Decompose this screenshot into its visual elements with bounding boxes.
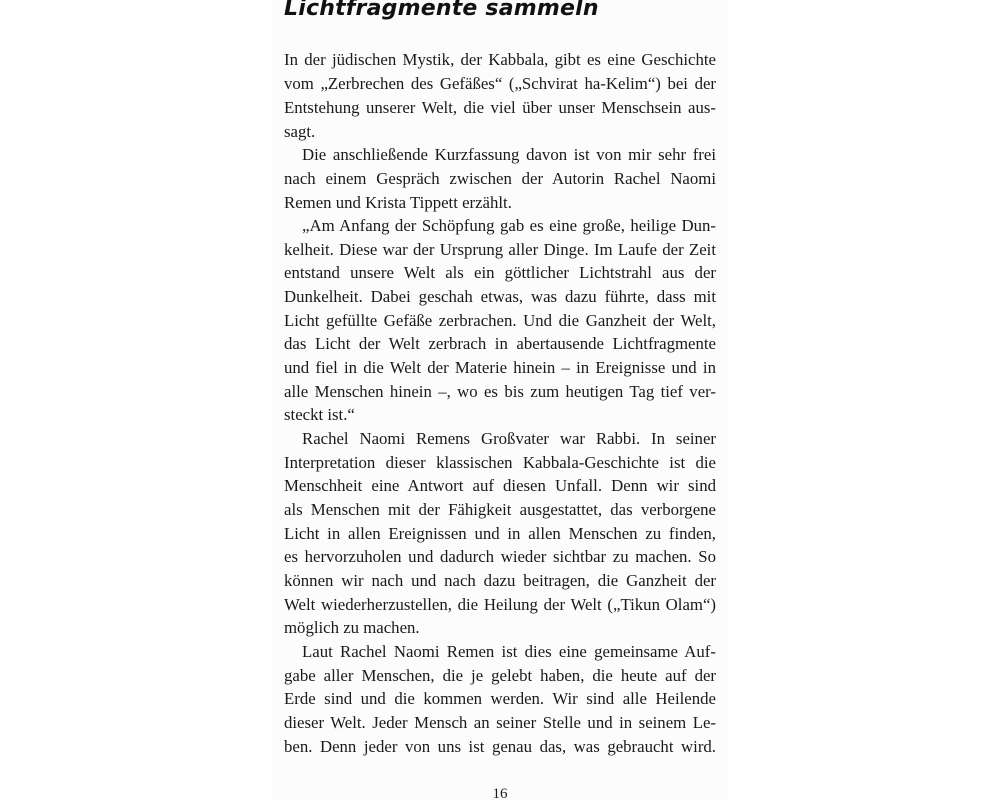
text-line: als Menschen mit der Fähigkeit ausgestattet, das verborgene [284, 500, 716, 519]
text-line: Laut Rachel Naomi Remen ist dies eine gemeinsame Auf- [302, 642, 716, 661]
chapter-title: Lichtfragmente sammeln [284, 0, 599, 21]
text-line: es hervorzuholen und dadurch wieder sichtbar zu machen. So [284, 547, 716, 566]
text-line: In der jüdischen Mystik, der Kabbala, gibt es eine Geschichte [284, 50, 716, 69]
text-line: kelheit. Diese war der Ursprung aller Dinge. Im Laufe der Zeit [284, 240, 716, 259]
text-line: das Licht der Welt zerbrach in abertausende Lichtfragmente [284, 334, 716, 353]
text-line: Rachel Naomi Remens Großvater war Rabbi. In seiner [302, 429, 716, 448]
text-line: können wir nach und nach dazu beitragen, die Ganzheit der [284, 571, 716, 590]
page-number: 16 [492, 786, 508, 800]
text-line: Licht gefüllte Gefäße zerbrachen. Und die Ganzheit der Welt, [284, 311, 716, 330]
text-line: möglich zu machen. [284, 618, 420, 637]
text-line: sagt. [284, 122, 316, 141]
text-line: Entstehung unserer Welt, die viel über unser Menschsein aus- [284, 98, 716, 117]
text-line: Die anschließende Kurzfassung davon ist von mir sehr frei [302, 145, 716, 164]
text-line: Welt wiederherzustellen, die Heilung der Welt („Tikun Olam“) [284, 595, 716, 614]
text-line: steckt ist.“ [284, 405, 355, 424]
text-line: dieser Welt. Jeder Mensch an seiner Stelle und in seinem Le- [284, 713, 716, 732]
text-line: vom „Zerbrechen des Gefäßes“ („Schvirat ha-Kelim“) bei der [284, 74, 716, 93]
text-line: „Am Anfang der Schöpfung gab es eine große, heilige Dun- [302, 216, 716, 235]
text-line: gabe aller Menschen, die je gelebt haben, die heute auf der [284, 666, 716, 685]
text-line: Interpretation dieser klassischen Kabbala-Geschichte ist die [284, 453, 716, 472]
text-line: nach einem Gespräch zwischen der Autorin Rachel Naomi [284, 169, 716, 188]
text-line: und fiel in die Welt der Materie hinein – in Ereignisse und in [284, 358, 716, 377]
text-line: Dunkelheit. Dabei geschah etwas, was dazu führte, dass mit [284, 287, 716, 306]
text-line: Licht in allen Ereignissen und in allen Menschen zu finden, [284, 524, 716, 543]
text-line: Menschheit eine Antwort auf diesen Unfall. Denn wir sind [284, 476, 716, 495]
text-line: entstand unsere Welt als ein göttlicher Lichtstrahl aus der [284, 263, 716, 282]
text-line: Remen und Krista Tippett erzählt. [284, 193, 512, 212]
text-line: ben. Denn jeder von uns ist genau das, was gebraucht wird. [284, 737, 716, 756]
text-line: alle Menschen hinein –, wo es bis zum heutigen Tag tief ver- [284, 382, 716, 401]
text-line: Erde sind und die kommen werden. Wir sind alle Heilende [284, 689, 716, 708]
